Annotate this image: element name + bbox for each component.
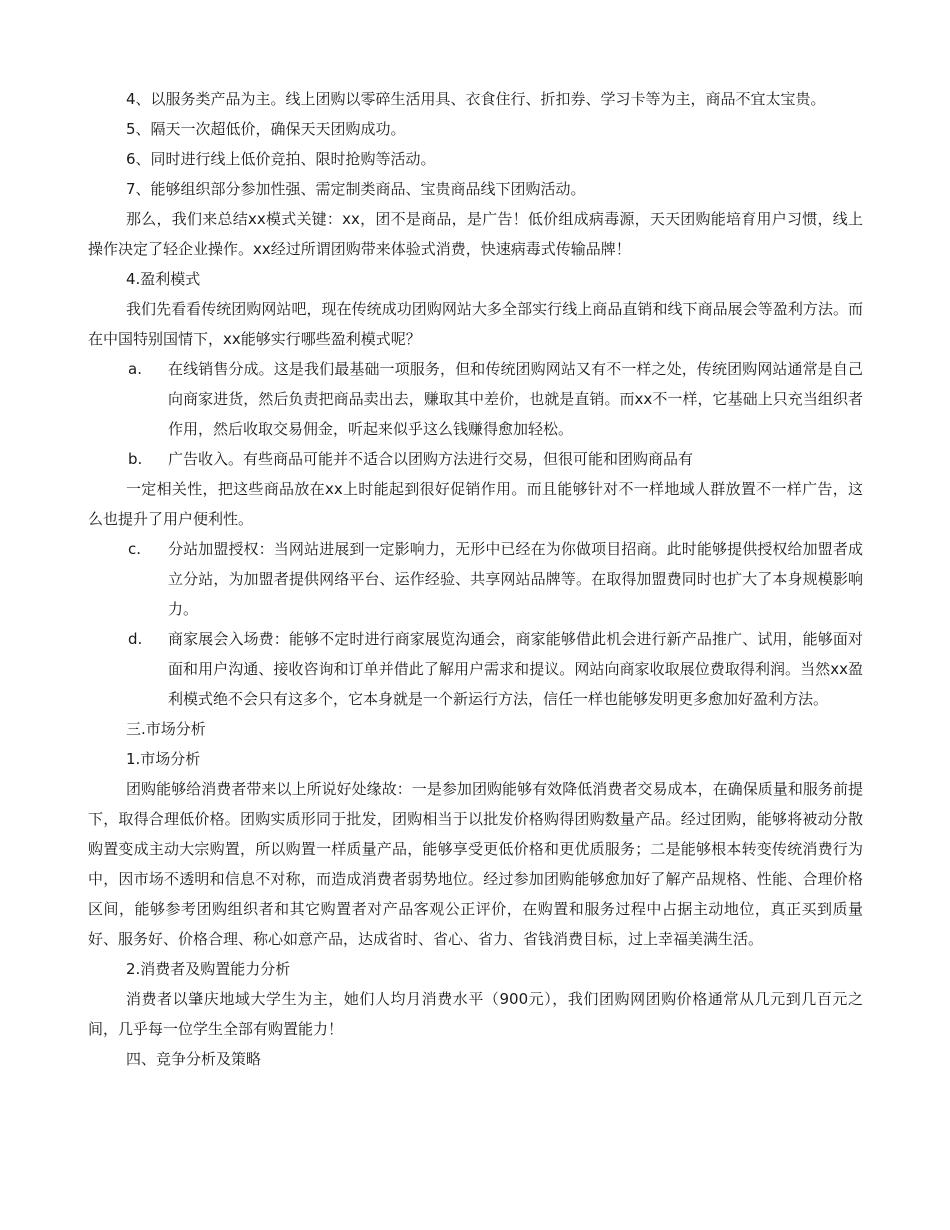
list-marker: c. (128, 540, 142, 558)
paragraph-market-analysis: 团购能够给消费者带来以上所说好处缘故：一是参加团购能够有效降低消费者交易成本，在确保质量和服务前提下，取得合理低价格。团购实质形同于批发，团购相当于以批发价格购得团购数量产品。经过团购，能够将被动分散购置变成主动大宗购置，所以购置一样质量产品，能够享受更低价格和更优质服务；二是能够根本转变传统消费行为中，因市场不透明和信息不对称，而造成消费者弱势地位。经过参加团购能够愈加好了解产品规格、性能、合理价格区间，能够参考团购组织者和其它购置者对产品客观公正评价，在购置和服务过程中占据主动地位，真正买到质量好、服务好、价格合理、称心如意产品，达成省时、省心、省力、省钱消费目标，过上幸福美满生活。 (88, 780, 863, 948)
document-body (88, 84, 863, 1074)
paragraph-point-4: 4、以服务类产品为主。线上团购以零碎生活用具、衣食住行、折扣券、学习卡等为主，商品不宜太宝贵。 (126, 90, 826, 108)
paragraph-consumer-analysis: 消费者以肇庆地域大学生为主，她们人均月消费水平（900元），我们团购网团购价格通常从几元到几百元之间，几乎每一位学生全部有购置能力！ (88, 990, 863, 1038)
paragraph-summary: 那么，我们来总结xx模式关键：xx，团不是商品，是广告！低价组成病毒源，天天团购能培育用户习惯，线上操作决定了轻企业操作。xx经过所谓团购带来体验式消费，快速病毒式传输品牌！ (88, 210, 863, 258)
list-item-c (88, 534, 863, 624)
list-item-text: 广告收入。有些商品可能并不适合以团购方法进行交易，但很可能和团购商品有 (168, 450, 694, 468)
list-marker: a. (128, 360, 142, 378)
paragraph-profit-intro: 我们先看看传统团购网站吧，现在传统成功团购网站大多全部实行线上商品直销和线下商品展会等盈利方法。而在中国特别国情下，xx能够实行哪些盈利模式呢？ (88, 300, 863, 348)
list-item-a (88, 354, 863, 444)
list-item-text: 商家展会入场费：能够不定时进行商家展览沟通会，商家能够借此机会进行新产品推广、试用，能够面对面和用户沟通、接收咨询和订单并借此了解用户需求和提议。网站向商家收取展位费取得利润。当然xx盈利模式绝不会只有这多个，它本身就是一个新运行方法，信任一样也能够发明更多愈加好盈利方法。 (168, 630, 863, 708)
list-item-text: 分站加盟授权：当网站进展到一定影响力，无形中已经在为你做项目招商。此时能够提供授权给加盟者成立分站，为加盟者提供网络平台、运作经验、共享网站品牌等。在取得加盟费同时也扩大了本身规模影响力。 (168, 540, 863, 618)
heading-market-analysis: 三.市场分析 (126, 720, 206, 738)
heading-competition-analysis: 四、竞争分析及策略 (126, 1050, 262, 1068)
list-item-text: 在线销售分成。这是我们最基础一项服务，但和传统团购网站又有不一样之处，传统团购网站通常是自己向商家进货，然后负责把商品卖出去，赚取其中差价，也就是直销。而xx不一样，它基础上只充当组织者作用，然后收取交易佣金，听起来似乎这么钱赚得愈加轻松。 (168, 360, 863, 438)
list-marker: b. (128, 450, 143, 468)
subheading-consumer-analysis: 2.消费者及购置能力分析 (126, 960, 291, 978)
list-item-d (88, 624, 863, 714)
paragraph-point-6: 6、同时进行线上低价竞拍、限时抢购等活动。 (126, 150, 436, 168)
heading-profit-model: 4.盈利模式 (126, 270, 201, 288)
list-marker: d. (128, 630, 143, 648)
paragraph-point-5: 5、隔天一次超低价，确保天天团购成功。 (126, 120, 406, 138)
paragraph-item-b-continued: 一定相关性，把这些商品放在xx上时能起到很好促销作用。而且能够针对不一样地域人群放置不一样广告，这么也提升了用户便利性。 (88, 480, 863, 528)
paragraph-point-7: 7、能够组织部分参加性强、需定制类商品、宝贵商品线下团购活动。 (126, 180, 586, 198)
subheading-market-analysis: 1.市场分析 (126, 750, 201, 768)
list-item-b (88, 444, 863, 474)
